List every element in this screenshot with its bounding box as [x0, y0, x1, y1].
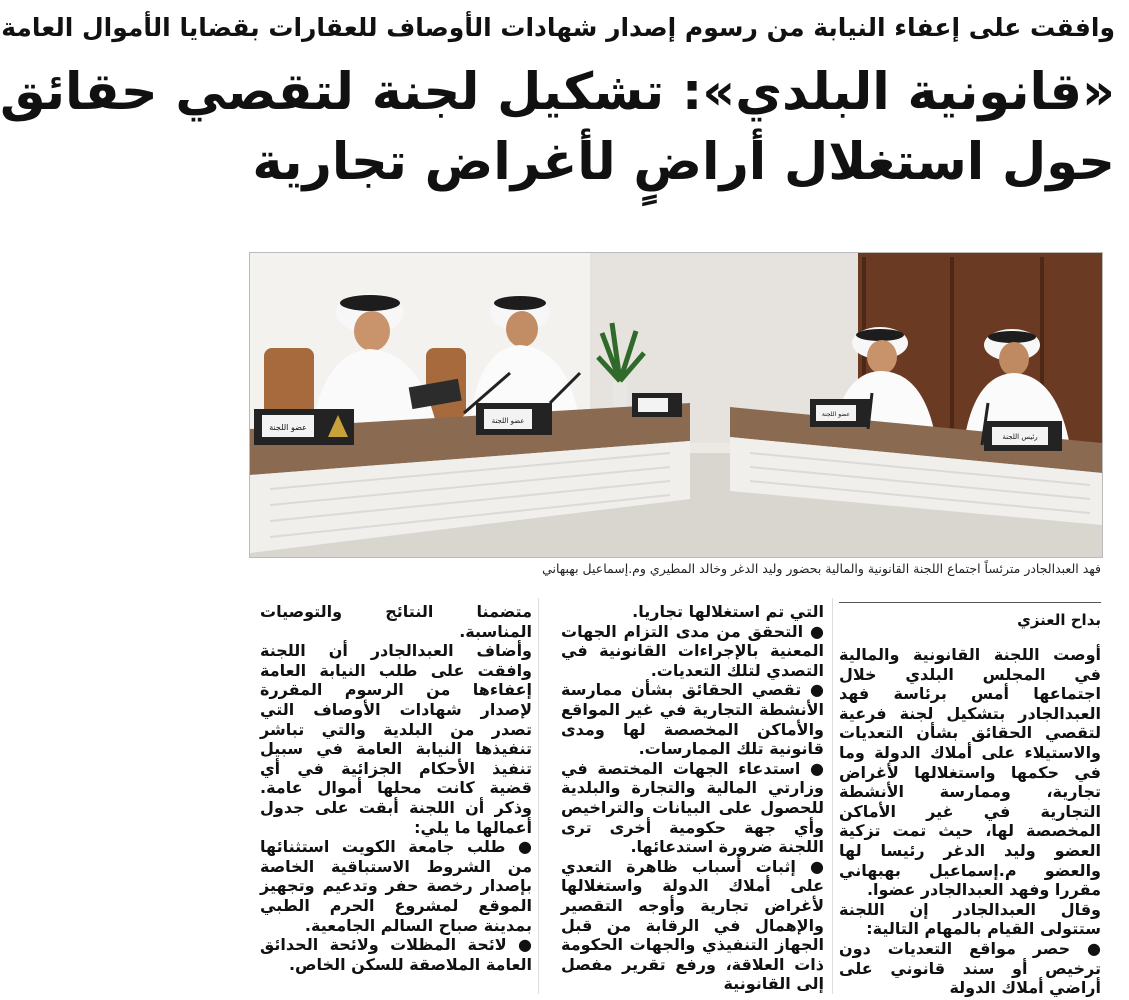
- paragraph: متضمنا النتائج والتوصيات المناسبة.: [260, 602, 532, 641]
- paragraph: وقال العبدالجادر إن اللجنة ستتولى القيام بالمهام التالية:: [839, 899, 1101, 939]
- bullet-item: ● لائحة المظلات ولائحة الحدائق العامة الملاصقة للسكن الخاص.: [260, 935, 532, 974]
- byline: [839, 602, 1101, 635]
- nameplate-right-center: [810, 399, 870, 427]
- article-headline: [0, 58, 1115, 198]
- photo-caption: فهد العبدالجادر مترئساً اجتماع اللجنة القانونية والمالية بحضور وليد الدغر وخالد المطيري وم.إسماعيل بهبهاني: [542, 561, 1101, 576]
- bullet-item: ● إثبات أسباب ظاهرة التعدي على أملاك الدولة واستغلالها لأغراض تجارية وأوجه التقصير والإهمال في الرقابة من قبل الجهاز التنفيذي والجهات الحكومة ذات العلاقة، ورفع تقرير مفصل إلى القانونية: [561, 856, 824, 994]
- article-kicker: وافقت على إعفاء النيابة من رسوم إصدار شهادات الأوصاف للعقارات بقضايا الأموال العامة: [1, 13, 1115, 42]
- paragraph: أوصت اللجنة القانونية والمالية في المجلس البلدي خلال اجتماعها أمس برئاسة فهد العبدالجادر بتشكيل لجنة فرعية لتقصي الحقائق بشأن التعديات والاستيلاء على أملاك الدولة وما في حكمها واستغلالها لأغراض تجارية، وممارسة الأنشطة التجارية في غير الأماكن المخصصة لها، حيث تمت تزكية العضو وليد الدغر رئيسا لها والعضو م.إسماعيل بهبهاني مقررا وفهد العبدالجادر عضوا.: [839, 645, 1101, 900]
- headline-line-2: حول استغلال أراضٍ لأغراض تجارية: [252, 133, 1115, 192]
- nameplate-mid-left: [476, 403, 552, 435]
- article-column-2: [561, 602, 824, 994]
- column-divider: [538, 598, 539, 994]
- meeting-photo: [249, 252, 1103, 558]
- bullet-item: ● التحقق من مدى التزام الجهات المعنية بالإجراءات القانونية في التصدي لتلك التعديات.: [561, 621, 824, 680]
- headline-line-1: «قانونية البلدي»: تشكيل لجنة لتقصي حقائق: [0, 63, 1115, 122]
- nameplate-center: [632, 393, 682, 417]
- article-column-3: [260, 602, 532, 994]
- column-divider: [832, 598, 833, 994]
- nameplate-label: عضو اللجنة: [269, 423, 307, 432]
- bullet-item: ● استدعاء الجهات المختصة في وزارتي المالية والتجارة والبلدية للحصول على البيانات والتراخيص وأي جهة حكومية أخرى ترى اللجنة ضرورة استدعائها.: [561, 758, 824, 857]
- nameplate-label: رئيس اللجنة: [1002, 433, 1038, 441]
- bullet-item: ● حصر مواقع التعديات دون ترخيص أو سند قانوني على أراضي أملاك الدولة: [839, 938, 1101, 998]
- paragraph: وأضاف العبدالجادر أن اللجنة وافقت على طلب النيابة العامة إعفاءها من الرسوم المقررة لإصدار شهادات الأوصاف التي تصدر من البلدية والتي تباشر تنفيذها النيابة العامة في سبيل تنفيذ الأحكام الجزائية في أي قضية كانت محلها أموال عامة. وذكر أن اللجنة أبقت على جدول أعمالها ما يلي:: [260, 641, 532, 837]
- paragraph: التي تم استغلالها تجاريا.: [632, 602, 824, 621]
- nameplate-chair: [984, 421, 1062, 451]
- bullet-item: ● تقصي الحقائق بشأن ممارسة الأنشطة التجارية في غير المواقع والأماكن المخصصة لها ومدى قانونية تلك الممارسات.: [561, 680, 824, 759]
- author-name: بداح العنزي: [1017, 611, 1101, 630]
- article-column-1: [839, 602, 1101, 998]
- bullet-item: ● طلب جامعة الكويت استثنائها من الشروط الاستباقية الخاصة بإصدار رخصة حفر وتدعيم وتجهيز الموقع لمشروع الحرم الطبي بمدينة صباح السالم الجامعية.: [260, 837, 532, 935]
- nameplate-label: عضو اللجنة: [821, 411, 851, 418]
- nameplate-label: عضو اللجنة: [491, 417, 525, 425]
